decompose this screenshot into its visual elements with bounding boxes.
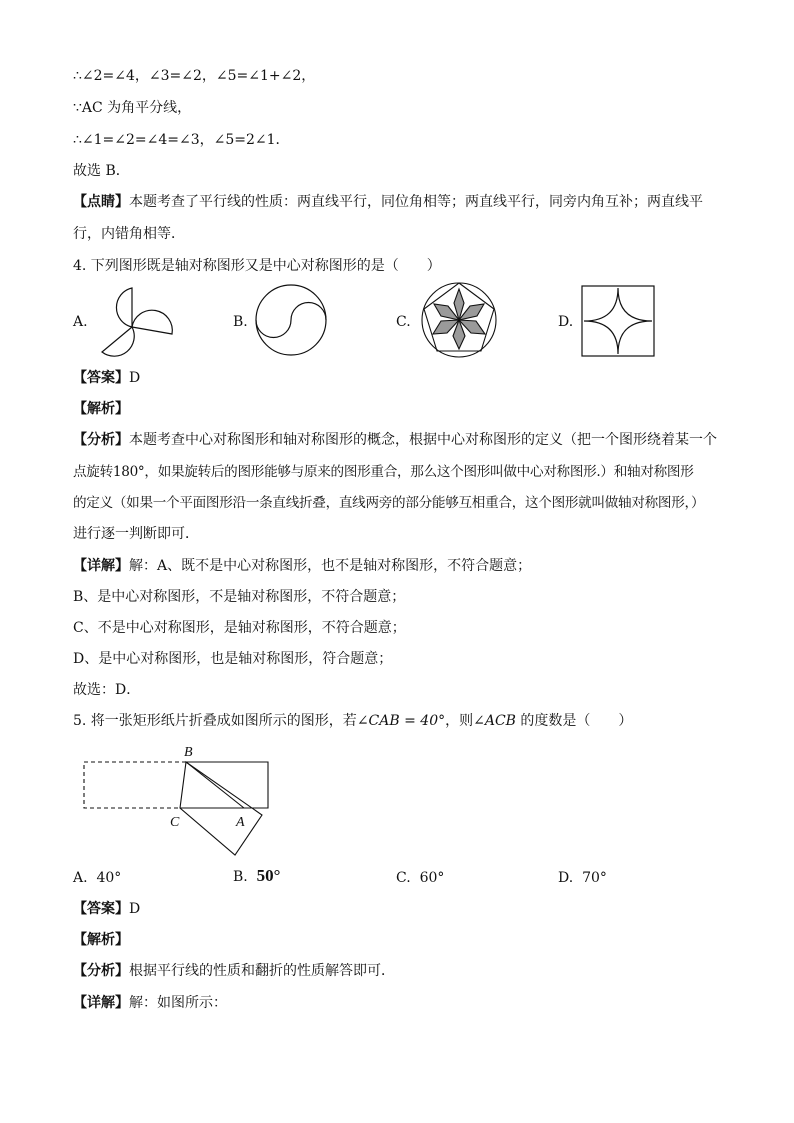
dashed-fold-part [84, 762, 186, 808]
four-point-star [584, 288, 652, 354]
q5-answer [73, 899, 140, 919]
q4-option-d-label: D. [558, 314, 574, 330]
q5-option-b-letter: B. [233, 869, 248, 885]
q5-option-d [558, 868, 607, 888]
q5-analysis-tag [73, 930, 129, 950]
q4-fenxi-tag: 【分析】 [73, 432, 129, 448]
blade-1 [116, 288, 132, 327]
q4-option-c-label: C. [396, 314, 411, 330]
q4-fenxi-2: 点旋转180°，如果旋转后的图形能够与原来的图形重合，那么这个图形叫做中心对称图形.）和轴对称图形 [73, 464, 694, 480]
q5-option-a [73, 868, 121, 888]
q4-choice: 故选：D． [73, 682, 141, 698]
q5-stem [73, 711, 632, 731]
q5-stem-mid: ，则 [445, 713, 474, 729]
q4-answer-tag: 【答案】 [73, 370, 129, 386]
q4-figure-d [580, 284, 656, 358]
q4-answer-value: D [129, 370, 141, 386]
q5-stem-angle-2: ∠ACB [473, 713, 516, 729]
q5-fenxi-text: 根据平行线的性质和翻折的性质解答即可． [129, 963, 395, 979]
comment-text-1: 本题考查了平行线的性质：两直线平行，同位角相等；两直线平行，同旁内角互补；两直线平 [129, 194, 703, 210]
solution-line-1: ∴∠2=∠4，∠3=∠2，∠5=∠1+∠2， [73, 68, 316, 84]
taiji-curve [256, 303, 326, 338]
q5-option-b [233, 866, 280, 887]
solution-line-3: ∴∠1=∠2=∠4=∠3，∠5=2∠1． [73, 132, 290, 148]
fold-line-ba [186, 762, 244, 808]
q5-option-c [396, 868, 444, 888]
q5-option-a-letter: A. [73, 870, 88, 886]
q5-option-a-value: 40° [96, 870, 122, 886]
q4-detail-tag: 【详解】 [73, 558, 129, 574]
q4-detail-b: B、是中心对称图形，不是轴对称图形，不符合题意； [73, 589, 406, 605]
q4-figure-b [254, 282, 328, 358]
q5-analysis-label: 【解析】 [73, 932, 129, 948]
q4-fenxi-3: 的定义（如果一个平面图形沿一条直线折叠，直线两旁的部分能够互相重合，这个图形就叫做轴对称图形，） [73, 495, 705, 511]
q4-analysis-label: 【解析】 [73, 401, 129, 417]
q4-figure-c [418, 281, 500, 359]
blade-3 [102, 327, 134, 356]
q4-fenxi-text-1: 本题考查中心对称图形和轴对称图形的概念，根据中心对称图形的定义（把一个图形绕着某一个 [129, 432, 717, 448]
q5-stem-pre: 5. 将一张矩形纸片折叠成如图所示的图形，若 [73, 713, 357, 729]
q5-option-c-value: 60° [419, 870, 445, 886]
solution-line-2: ∵AC 为角平分线， [73, 100, 192, 116]
comment-tag: 【点睛】 [73, 194, 129, 210]
rect-right-part [186, 762, 268, 808]
label-b: B [184, 745, 193, 760]
q4-analysis-tag [73, 399, 129, 419]
q5-fenxi-tag: 【分析】 [73, 963, 129, 979]
q5-figure [78, 740, 278, 860]
q5-answer-tag: 【答案】 [73, 901, 129, 917]
blade-2 [132, 310, 172, 334]
q4-detail-d: D、是中心对称图形，也是轴对称图形，符合题意； [73, 651, 393, 667]
q5-answer-value: D [129, 901, 141, 917]
q4-option-a-label: A. [73, 314, 88, 330]
q4-answer [73, 368, 140, 388]
q5-detail [73, 993, 227, 1013]
q5-detail-text: 解：如图所示： [129, 995, 227, 1011]
comment-line-2: 行，内错角相等． [73, 226, 185, 242]
q5-option-c-letter: C. [396, 870, 411, 886]
label-a: A [236, 815, 245, 830]
q5-stem-angle: ∠CAB = 40° [356, 713, 446, 729]
q4-detail-a [73, 556, 531, 576]
q4-stem: 4. 下列图形既是轴对称图形又是中心对称图形的是（ ） [73, 258, 441, 274]
q5-stem-post: 的度数是（ ） [515, 713, 633, 729]
q4-fenxi-1 [73, 430, 717, 450]
label-c: C [170, 815, 180, 830]
q4-detail-c: C、不是中心对称图形，是轴对称图形，不符合题意； [73, 620, 406, 636]
q4-fenxi-4: 进行逐一判断即可． [73, 526, 199, 542]
q5-fenxi [73, 961, 395, 981]
q4-detail-a-text: 解：A、既不是中心对称图形，也不是轴对称图形，不符合题意； [129, 558, 532, 574]
comment-line-1 [73, 192, 703, 212]
q5-option-d-letter: D. [558, 870, 574, 886]
q4-figure-a [92, 282, 176, 358]
solution-choice: 故选 B． [73, 163, 130, 179]
q5-option-b-value: 50° [256, 866, 281, 885]
q4-option-b-label: B. [233, 314, 248, 330]
q5-detail-tag: 【详解】 [73, 995, 129, 1011]
q5-option-d-value: 70° [582, 870, 607, 886]
